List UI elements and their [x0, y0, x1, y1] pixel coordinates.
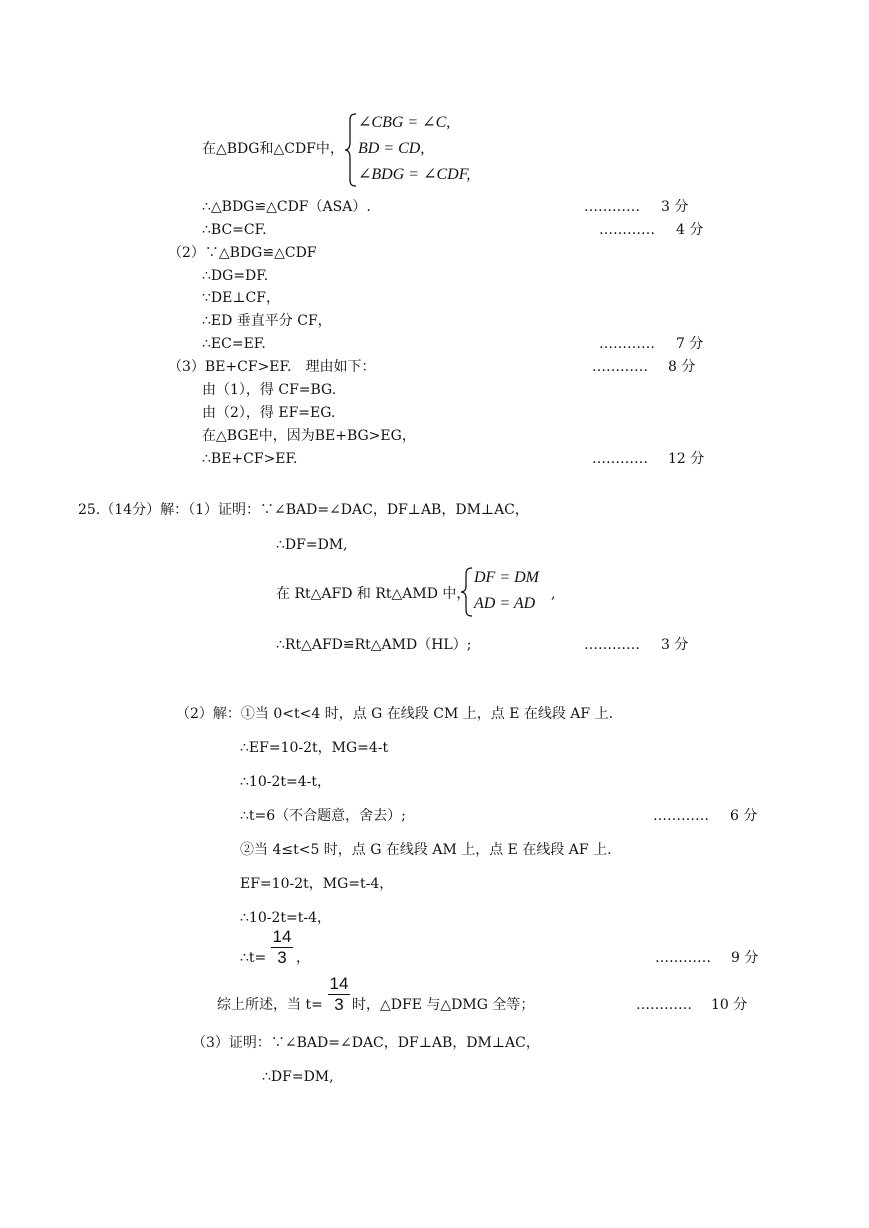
proof-line: （3）BE+CF>EF. 理由如下： — [168, 359, 376, 375]
proof-line: ∴10-2t=t-4， — [240, 910, 331, 926]
proof-line: 在△BGE中，因为BE+BG>EG， — [202, 428, 416, 444]
proof-line: ∴DG=DF. — [202, 268, 269, 284]
proof-line: ∴Rt△AFD≌Rt△AMD（HL）; — [276, 637, 472, 653]
system-eq-1: DF = DM — [474, 569, 540, 586]
system-eq-2: BD = CD, — [358, 140, 425, 157]
score-label: 8 分 — [668, 359, 696, 375]
system-eq-3: ∠BDG = ∠CDF, — [358, 166, 471, 183]
congruence-context-line — [276, 585, 470, 603]
fraction-14-3 — [327, 974, 351, 1015]
congruence-context-line — [202, 140, 344, 158]
leader-dots: ………… — [636, 997, 692, 1013]
leader-dots: ………… — [599, 222, 655, 238]
proof-line: （3）证明：∵∠BAD=∠DAC，DF⊥AB，DM⊥AC， — [192, 1035, 540, 1051]
proof-line: ∴EC=EF. — [202, 336, 266, 352]
equation-system-brace — [344, 112, 358, 188]
proof-line: 综上所述，当 t= — [217, 997, 323, 1013]
score-label: 3 分 — [661, 637, 689, 653]
proof-line: EF=10-2t，MG=t-4， — [240, 876, 394, 892]
context-text: 在 Rt△AFD 和 Rt△AMD 中， — [276, 586, 471, 602]
proof-line: ∴DF=DM, — [276, 537, 348, 553]
score-label: 10 分 — [711, 997, 748, 1013]
score-label: 7 分 — [676, 336, 704, 352]
leader-dots: ………… — [599, 336, 655, 352]
fraction-14-3 — [270, 927, 294, 968]
proof-line: 由（1），得 CF=BG. — [202, 382, 337, 398]
proof-line: ∴BE+CF>EF. — [202, 451, 298, 467]
proof-line: ∴EF=10-2t，MG=4-t — [240, 740, 389, 756]
fraction-numerator: 14 — [329, 974, 349, 993]
proof-line: （2）解：①当 0<t<4 时，点 G 在线段 CM 上，点 E 在线段 AF 上. — [176, 706, 614, 722]
proof-line: ∴t= — [240, 950, 267, 966]
leader-dots: ………… — [592, 359, 648, 375]
proof-line: ∵DE⊥CF， — [202, 290, 280, 306]
score-label: 9 分 — [731, 950, 759, 966]
leader-dots: ………… — [592, 451, 648, 467]
fraction-numerator: 14 — [272, 927, 292, 946]
system-eq-2: AD = AD — [474, 595, 536, 612]
proof-line: （2）∵△BDG≌△CDF — [168, 245, 317, 261]
proof-line: 时，△DFE 与△DMG 全等； — [352, 997, 535, 1013]
context-text: 在△BDG和△CDF中， — [202, 141, 344, 157]
fraction-denominator: 3 — [277, 948, 287, 967]
problem-25-heading: 25.（14分）解：（1）证明：∵∠BAD=∠DAC，DF⊥AB，DM⊥AC， — [78, 502, 529, 518]
equation-system-brace — [460, 566, 474, 618]
system-eq-1: ∠CBG = ∠C, — [358, 114, 451, 131]
leader-dots: ………… — [584, 199, 640, 215]
proof-line: ∴ED 垂直平分 CF， — [202, 313, 332, 329]
leader-dots: ………… — [655, 950, 711, 966]
proof-line: ②当 4≤t<5 时，点 G 在线段 AM 上，点 E 在线段 AF 上. — [240, 842, 612, 858]
system-suffix: , — [551, 586, 556, 602]
proof-line: ∴t=6（不合题意，舍去）; — [240, 808, 406, 824]
fraction-denominator: 3 — [334, 995, 344, 1014]
leader-dots: ………… — [653, 808, 709, 824]
proof-line: 由（2），得 EF=EG. — [202, 405, 336, 421]
leader-dots: ………… — [584, 637, 640, 653]
proof-line: ， — [296, 950, 310, 966]
score-label: 6 分 — [730, 808, 758, 824]
score-label: 3 分 — [661, 199, 689, 215]
proof-line: ∴△BDG≌△CDF（ASA）. — [202, 199, 371, 215]
proof-line: ∴10-2t=4-t， — [240, 774, 331, 790]
score-label: 4 分 — [676, 222, 704, 238]
score-label: 12 分 — [668, 451, 705, 467]
proof-line: ∴DF=DM, — [262, 1069, 334, 1085]
proof-line: ∴BC=CF. — [202, 222, 267, 238]
